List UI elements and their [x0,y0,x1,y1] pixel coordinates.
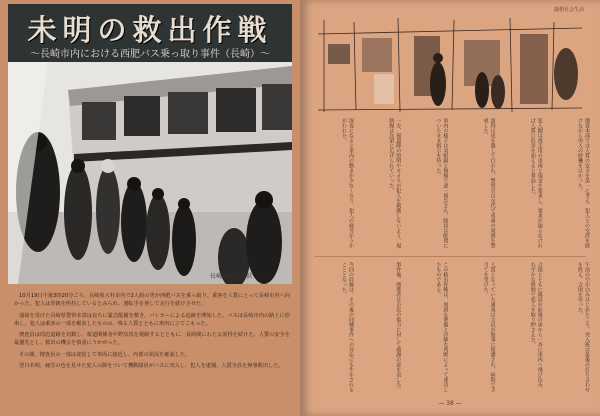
article-paragraph: その間、捜査員の一部は変装して車両に接近し、内部の状況を確認した。 [19,351,191,358]
street-sketch-illustration [314,14,586,118]
article-paragraph: 10月19日午後3時20分ごろ、長崎県大村市内で2人組の男が西肥バスを乗っ取り、乗客を人質にとって長崎市内へ向かった。犯人は拳銃を所持しているとみられ、運転手を脅して走行を続けさせた。 [14,293,290,308]
bus-photo-drawing [8,62,292,284]
article-paragraph: 翌日未明、疲労の色を見せた犯人の隙をついて機動隊員がバスに突入し、犯人を逮捕、人質全員を無事救出した。 [19,363,284,370]
article-headline: 未明の救出作戦 [27,13,273,47]
text-column: 人質となっていた乗客は全員が無事に保護され、病院で手当てを受けた。 [482,262,496,392]
text-column: 一方、報道陣の照明やカメラが犯人を刺激しないよう、規制線は次第に広げられていった。 [388,118,402,248]
text-column: 車内の様子は双眼鏡と無線で逐一報告され、隊員は配置についたまま指示を待った。 [435,118,449,248]
right-page [300,0,600,416]
text-column: 今回の経験は、その後の同種事件への対応にも生かされることとなった。 [341,262,354,392]
article-paragraph: 捜査員は周辺道路を封鎖し、報道関係者や野次馬を規制するとともに、長時間にわたる説得を続けた。人質の安全を最優先とし、救出の機会を慎重にうかがった。 [14,332,290,347]
series-label: 随想社会生活 [553,7,584,13]
text-column: 午前の空が白みはじめたころ、突入班は最後の打ち合わせを終え、合図を待った。 [576,262,590,392]
text-column: 深夜になると車内の動きが少なくなり、犯人の疲労がうかがわれた。 [341,118,354,248]
article-paragraph: 通報を受けた長崎県警察本部は直ちに緊急配備を敷き、パトカーによる追跡を開始した。バスは長崎市内の路上に停車し、犯人は乗客の一部を解放したものの、残る人質とともに車内に立てこもった。 [14,312,290,327]
article-subtitle: ～長崎市内における西肥バス乗っ取り事件（長崎）～ [30,49,270,60]
article-body [14,292,290,373]
title-band [8,4,292,62]
text-column: 捜査本部では人質の安全を第一に考え、犯人との交渉を続けながら突入の時機をはかった。 [576,118,590,248]
photo-credit: 長崎新聞社提供 [209,273,252,280]
text-column: 犯人側は逃走用の車両と現金を要求し、要求が通らなければ人質に危害を加えると脅迫した。 [529,118,543,248]
news-photo [8,62,292,284]
section-divider [314,256,586,257]
text-column: 説得は夜を徹して行われ、警察官は交代で車両の周囲を警戒した。 [482,118,496,248]
columns-bottom [310,262,590,394]
page-number: — 38 — [438,400,462,407]
columns-top [310,118,590,250]
text-column: この救出作戦は、周到な準備と冷静な判断によって成功したものである。 [435,262,449,392]
text-column: 事件後、関係者は市民の協力に対して感謝の意を表した。 [395,262,402,392]
text-column: 合図とともに隊員が前後の扉から一斉に車内へ飛び込み、わずかな時間で犯人を取り押さえた。 [529,262,543,392]
